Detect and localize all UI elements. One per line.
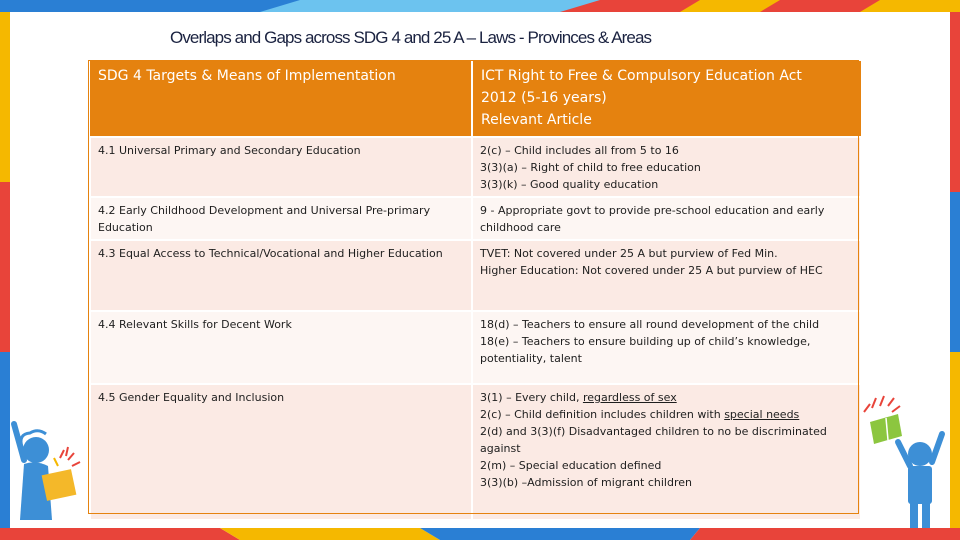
article-line: 3(3)(b) –Admission of migrant children <box>480 476 692 489</box>
table-row <box>90 197 861 240</box>
table-header-row <box>90 61 861 137</box>
header-ict-act-line: 2012 (5-16 years) <box>481 90 607 106</box>
article-line: 3(3)(k) – Good quality education <box>480 178 659 191</box>
article-cell <box>472 240 861 311</box>
article-cell <box>472 384 861 520</box>
article-line: 2(d) and 3(3)(f) Disadvantaged children to no be discriminated against <box>480 425 827 455</box>
child-right-figure-icon <box>858 392 953 536</box>
table-row <box>90 384 861 520</box>
article-line: 9 - Appropriate govt to provide pre-school education and early childhood care <box>480 204 825 234</box>
header-ict-act-line: ICT Right to Free & Compulsory Education Act <box>481 68 802 84</box>
underlined-text: regardless of sex <box>582 391 677 404</box>
target-cell: 4.5 Gender Equality and Inclusion <box>90 384 472 520</box>
header-sdg-targets: SDG 4 Targets & Means of Implementation <box>90 61 472 137</box>
table-row <box>90 311 861 384</box>
article-text: 2(c) – Child definition includes children with <box>480 408 725 421</box>
article-cell <box>472 197 861 240</box>
header-ict-act <box>472 61 861 137</box>
article-line: 18(d) – Teachers to ensure all round development of the child <box>480 318 820 331</box>
article-line <box>480 389 852 406</box>
article-line <box>480 406 852 423</box>
target-cell: 4.1 Universal Primary and Secondary Education <box>90 137 472 197</box>
article-line: TVET: Not covered under 25 A but purview of Fed Min. <box>480 247 778 260</box>
target-cell: 4.3 Equal Access to Technical/Vocational and Higher Education <box>90 240 472 311</box>
article-line: 2(c) – Child includes all from 5 to 16 <box>480 144 679 157</box>
target-cell: 4.2 Early Childhood Development and Universal Pre-primary Education <box>90 197 472 240</box>
target-cell: 4.4 Relevant Skills for Decent Work <box>90 311 472 384</box>
article-line: 3(3)(a) – Right of child to free education <box>480 161 701 174</box>
child-left-figure-icon <box>8 420 88 534</box>
article-text: 3(1) – Every child, <box>480 391 583 404</box>
underlined-text: special needs <box>724 408 800 421</box>
slide-title: Overlaps and Gaps across SDG 4 and 25 A – Laws - Provinces & Areas <box>170 28 652 47</box>
header-ict-act-line: Relevant Article <box>481 112 592 128</box>
article-line: 2(m) – Special education defined <box>480 459 662 472</box>
table-row <box>90 137 861 197</box>
sdg-table <box>89 61 862 521</box>
article-cell <box>472 311 861 384</box>
article-cell <box>472 137 861 197</box>
article-line: 18(e) – Teachers to ensure building up of child’s knowledge, potentiality, talent <box>480 335 811 365</box>
article-line: Higher Education: Not covered under 25 A but purview of HEC <box>480 264 823 277</box>
table-row <box>90 240 861 311</box>
